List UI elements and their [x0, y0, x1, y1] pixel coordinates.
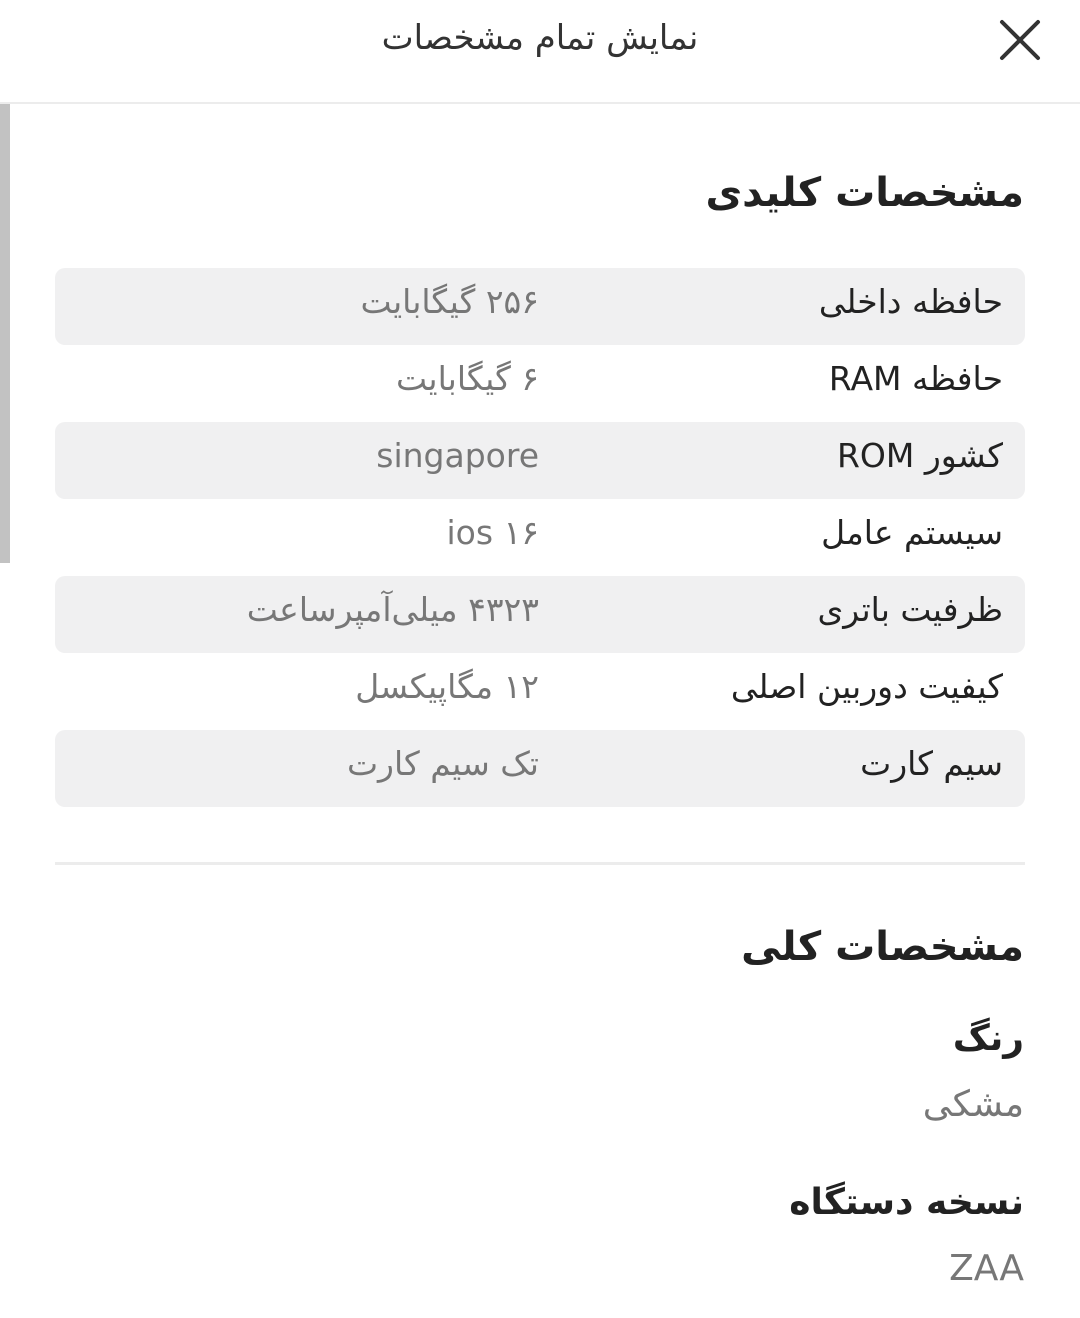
spec-label: کشور ROM — [836, 436, 1003, 475]
spec-value: singapore — [376, 436, 539, 475]
table-row — [55, 268, 1025, 345]
spec-label: حافظه داخلی — [818, 282, 1003, 321]
close-icon[interactable] — [998, 18, 1042, 62]
spec-value: ۲۵۶ گیگابایت — [360, 282, 539, 321]
spec-value: ۴۳۲۳ میلی‌آمپرساعت — [246, 590, 539, 629]
spec-value-version: ZAA — [949, 1248, 1024, 1289]
key-specs-heading: مشخصات کلیدی — [705, 170, 1024, 216]
spec-label: ظرفیت باتری — [817, 590, 1003, 629]
table-row — [55, 345, 1025, 422]
table-row — [55, 499, 1025, 576]
table-row — [55, 422, 1025, 499]
scrollbar[interactable] — [0, 104, 10, 563]
key-specs-table — [55, 268, 1025, 807]
spec-value: ۱۲ مگاپیکسل — [355, 667, 539, 706]
spec-label-color: رنگ — [952, 1018, 1024, 1059]
spec-label: کیفیت دوربین اصلی — [730, 667, 1003, 706]
spec-label-version: نسخه دستگاه — [789, 1182, 1024, 1223]
spec-label: سیم کارت — [860, 744, 1003, 783]
spec-value: ios ۱۶ — [446, 513, 539, 552]
spec-value-color: مشکی — [922, 1084, 1024, 1125]
section-divider — [55, 862, 1025, 865]
spec-label: حافظه RAM — [828, 359, 1003, 398]
spec-value: ۶ گیگابایت — [396, 359, 539, 398]
spec-value: تک سیم کارت — [346, 744, 539, 783]
table-row — [55, 576, 1025, 653]
dialog-title: نمایش تمام مشخصات — [381, 18, 699, 58]
general-specs-heading: مشخصات کلی — [741, 924, 1024, 970]
spec-label: سیستم عامل — [821, 513, 1003, 552]
table-row — [55, 653, 1025, 730]
table-row — [55, 730, 1025, 807]
dialog-header — [0, 0, 1080, 104]
